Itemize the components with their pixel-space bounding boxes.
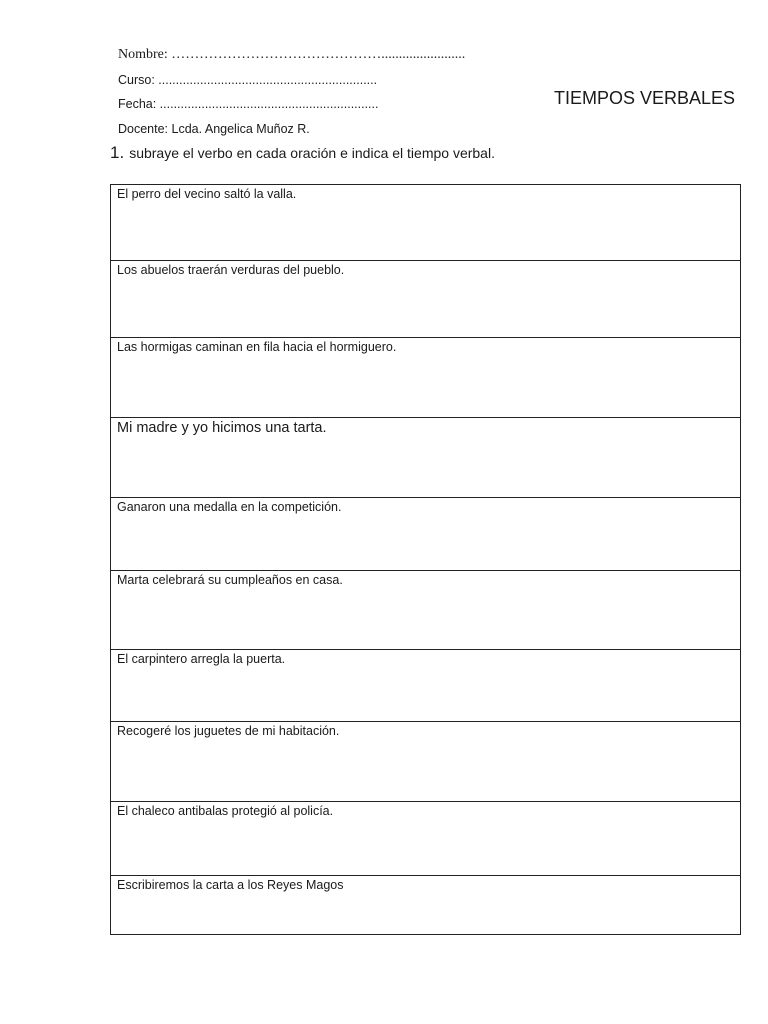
sentence-text: Los abuelos traerán verduras del pueblo. [117,263,345,277]
table-row [111,417,740,497]
table-row [111,570,740,649]
sentence-text: El chaleco antibalas protegió al policía. [117,804,334,818]
sentence-text: Marta celebrará su cumpleaños en casa. [117,573,343,587]
instruction [110,143,495,163]
table-row [111,649,740,721]
sentence-text: El carpintero arregla la puerta. [117,652,286,666]
sentence-text: El perro del vecino saltó la valla. [117,187,297,201]
table-row [111,721,740,801]
curso-line: Curso: ............................................................... [118,73,378,87]
page-title: TIEMPOS VERBALES [554,88,736,108]
instruction-number: 1. [110,143,125,162]
table-row [111,337,740,417]
sentence-table [110,184,741,935]
table-row [111,875,740,934]
table-row [111,497,740,570]
sentence-text: Escribiremos la carta a los Reyes Magos [117,878,344,892]
instruction-text: subraye el verbo en cada oración e indica el tiempo verbal. [129,145,495,161]
table-row [111,801,740,875]
sentence-text: Recogeré los juguetes de mi habitación. [117,724,340,738]
table-row [111,185,740,260]
fecha-line: Fecha: ............................................................... [118,97,379,111]
sentence-text: Ganaron una medalla en la competición. [117,500,342,514]
sentence-text: Mi madre y yo hicimos una tarta. [117,420,327,436]
table-row [111,260,740,337]
nombre-line: Nombre: ………………………………………........................ [118,47,466,62]
sentence-text: Las hormigas caminan en fila hacia el hormiguero. [117,340,397,354]
docente-line: Docente: Lcda. Angelica Muñoz R. [118,122,310,136]
